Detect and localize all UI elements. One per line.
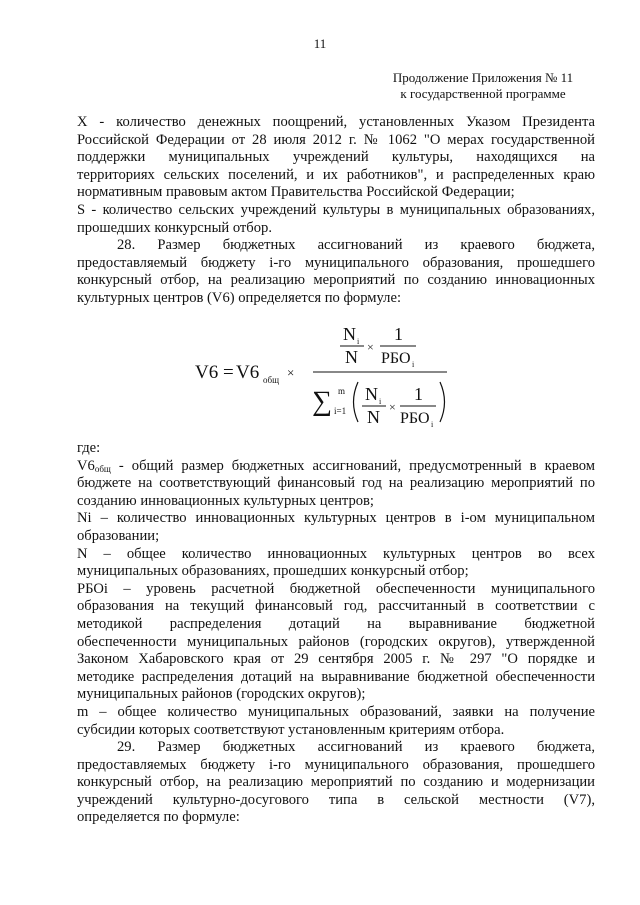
appendix-line-2: к государственной программе [400,86,566,101]
formula-bottom-one: 1 [414,384,423,404]
formula-bottom-times: × [389,400,396,414]
text-line: образовании; [77,527,160,544]
text-line: субсидии которых соответствуют установленным критериям отбора. [77,721,505,738]
formula-lhs: V6 [195,362,219,383]
formula-v6-total: V6 [236,362,260,383]
page-number: 11 [313,36,327,51]
definition-n: N – общее количество инновационных культурных центров во всех [77,545,595,562]
formula-v6-subscript: общ [263,375,280,385]
formula-top-n: N [345,347,358,367]
definition-ni: Ni – количество инновационных культурных центров в i-ом муниципальном [77,510,595,527]
text-line: Законом Хабаровского края от 29 сентября 2005 г. № 297 "О порядке и [77,651,595,668]
text-line: культурных центров (V6) определяется по формуле: [77,289,401,306]
formula-right-paren [440,382,445,422]
paragraph-28 [77,237,595,307]
v6-subscript: общ [94,463,111,474]
text-line: конкурсный отбор, на реализацию мероприятий по созданию инновационных [77,272,595,289]
formula-top-ni-sub: i [357,337,360,346]
formula-sum-upper: m [338,386,346,396]
text-line: определяется по формуле: [77,809,240,826]
definition-rbo: РБОi – уровень расчетной бюджетной обеспеченности муниципального [77,580,595,597]
text-line: конкурсный отбор, на реализацию мероприятий по созданию и модернизации [77,774,595,791]
formula-bottom-ni-sub: i [379,397,382,406]
text-line: предоставляемых бюджету i-го муниципального образования, прошедшего [77,756,595,773]
v6-symbol: V6 [77,457,95,474]
where-label: где: [77,440,101,456]
formula-sum-lower: i=1 [334,406,347,416]
formula-top-rbo-sub: i [412,360,415,369]
formula-bottom-rbo-sub: i [431,420,434,429]
formula-top-rbo: РБО [381,350,411,367]
text-line: методикой распределения дотаций на выравнивание бюджетной [77,615,595,632]
text-line: 28. Размер бюджетных ассигнований из краевого бюджета, [117,237,595,253]
text-line: нормативным правовым актом Правительства Российской Федерации; [77,184,515,201]
text-line: предоставляемый бюджету i-го муниципального образования, прошедшего [77,254,595,271]
appendix-header [373,70,593,102]
text-line: созданию инновационных культурных центров; [77,492,374,509]
text-line: учреждений культурно-досугового типа в сельской местности (V7), [77,791,595,808]
text-line: прошедших конкурсный отбор. [77,219,272,236]
text-line: поддержки муниципальных учреждений культуры, находящихся на [77,149,595,166]
text-line: образования на текущий финансовый год, рассчитанный в соответствии с [77,598,595,615]
formula-times: × [287,365,295,380]
definitions [77,440,595,827]
v6-definition-text: - общий размер бюджетных ассигнований, предусмотренный в краевом [110,457,595,474]
definition-x [77,114,595,202]
formula-top-times: × [367,340,374,354]
definition-v6-line [77,458,595,476]
definition-m: m – общее количество муниципальных образований, заявки на получение [77,703,595,720]
formula-left-paren [354,382,359,422]
formula-bottom-ni: N [365,384,378,404]
formula-v6 [0,316,640,436]
text-line: муниципальных районов (городских округов); [77,686,366,703]
text-line: обеспеченности муниципальных районов (городских округов), утвержденной [77,633,595,650]
text-line: S - количество сельских учреждений культуры в муниципальных образованиях, [77,202,595,218]
formula-sum-sign: ∑ [312,386,332,417]
definition-s [77,202,595,237]
formula-bottom-rbo: РБО [400,410,430,427]
text-line: территориях сельских поселений, и их работников", и распределенных краю [77,166,595,183]
text-line: бюджете на соответствующий финансовый год на реализацию мероприятий по [77,475,595,492]
text-line: Российской Федерации от 28 июля 2012 г. № 1062 "О мерах государственной [77,131,595,148]
text-line: методике распределения дотаций на выравнивание бюджетной обеспеченности [77,668,595,685]
formula-bottom-n: N [367,407,380,427]
formula-top-ni: N [343,324,356,344]
formula-top-one: 1 [394,324,403,344]
text-line: муниципальных образованиях, прошедших конкурсный отбор; [77,563,469,580]
paragraph-29: 29. Размер бюджетных ассигнований из краевого бюджета, [117,739,595,756]
formula-equals: = [223,362,234,383]
appendix-line-1: Продолжение Приложения № 11 [392,70,574,85]
text-line: X - количество денежных поощрений, установленных Указом Президента [77,114,595,130]
